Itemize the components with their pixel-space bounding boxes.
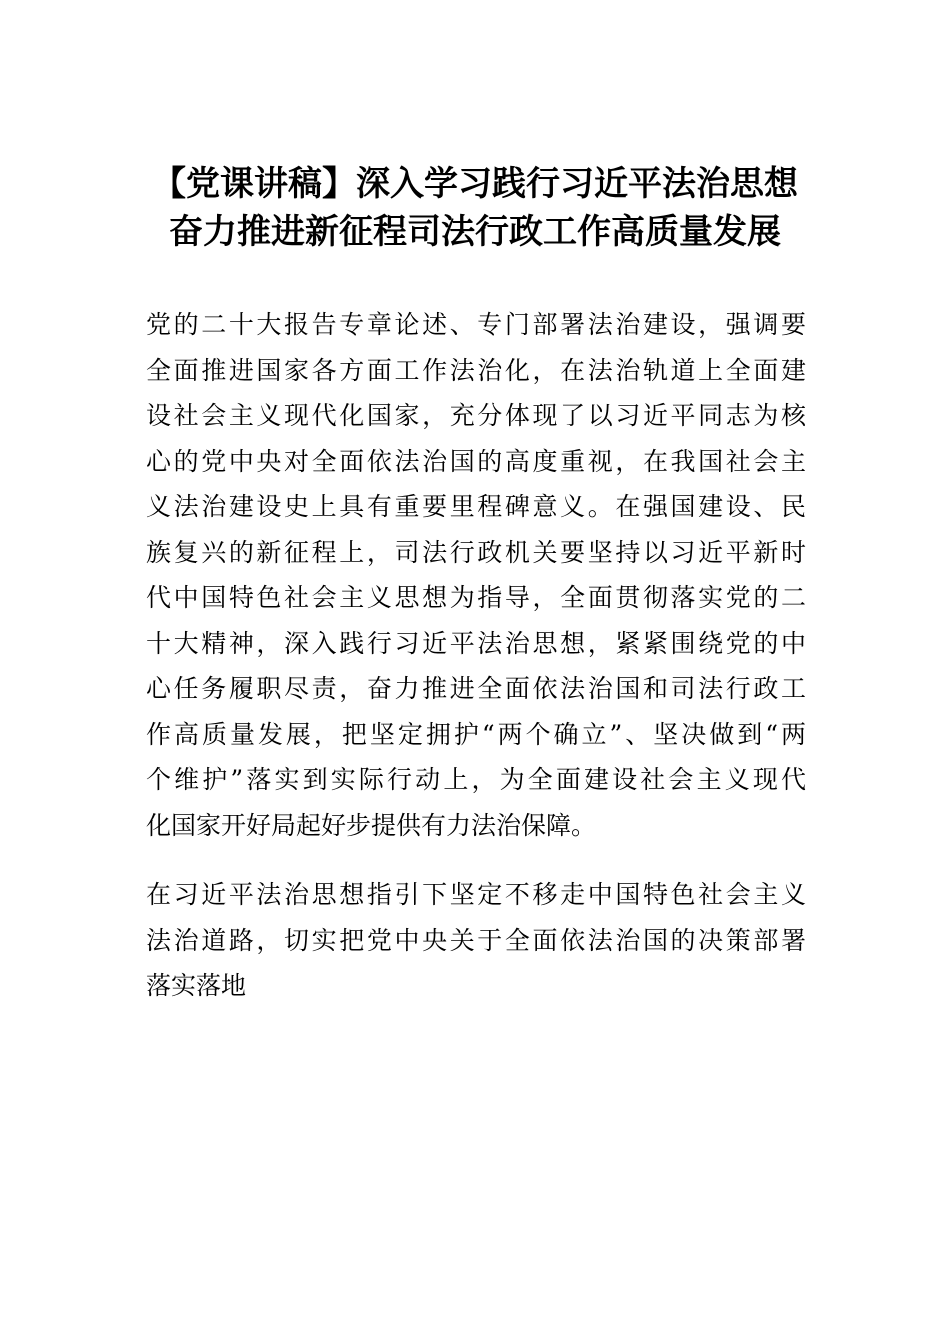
text-line: 族复兴的新征程上，司法行政机关要坚持以习近平新时	[146, 537, 806, 567]
text-line: 十大精神，深入践行习近平法治思想，紧紧围绕党的中	[146, 628, 806, 658]
text-line: 个维护”落实到实际行动上，为全面建设社会主义现代	[146, 765, 806, 794]
title-line-2: 奋力推进新征程司法行政工作高质量发展	[169, 212, 781, 252]
text-line: 全面推进国家各方面工作法治化，在法治轨道上全面建	[146, 355, 806, 385]
text-line: 在习近平法治思想指引下坚定不移走中国特色社会主义	[146, 880, 806, 909]
text-line: 代中国特色社会主义思想为指导，全面贯彻落实党的二	[146, 583, 806, 612]
paragraph-intro	[146, 302, 806, 848]
text-line: 心的党中央对全面依法治国的高度重视，在我国社会主	[146, 446, 806, 476]
text-line: 落实落地	[146, 971, 247, 1000]
text-line: 义法治建设史上具有重要里程碑意义。在强国建设、民	[146, 492, 806, 521]
paragraph-section-heading	[146, 872, 806, 1009]
document-title	[120, 160, 830, 256]
text-line: 心任务履职尽责，奋力推进全面依法治国和司法行政工	[146, 674, 806, 703]
title-line-1: 【党课讲稿】深入学习践行习近平法治思想	[152, 164, 798, 204]
text-line: 设社会主义现代化国家，充分体现了以习近平同志为核	[146, 401, 806, 430]
text-line: 法治道路，切实把党中央关于全面依法治国的决策部署	[146, 925, 806, 955]
text-line: 党的二十大报告专章论述、专门部署法治建设，强调要	[146, 310, 806, 339]
text-line: 化国家开好局起好步提供有力法治保障。	[146, 810, 597, 840]
text-line: 作高质量发展，把坚定拥护“两个确立”、坚决做到“两	[146, 719, 806, 749]
